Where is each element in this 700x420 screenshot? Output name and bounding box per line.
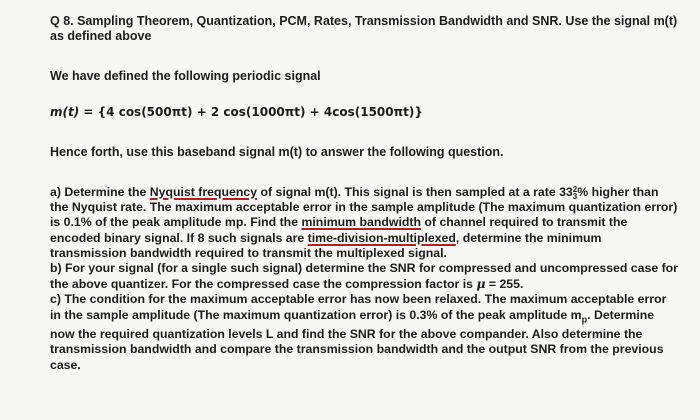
fraction-denominator: 3 [572,191,578,201]
part-b-value: = 255. [485,277,524,292]
part-b-text: b) For your signal (for a single such signal) determine the SNR for compressed and uncompressed case for the above quantizer. For the compressed case the compression factor is [50,261,678,292]
part-a-mid1: of signal m(t). This signal is then sampled at a rate 33 [257,185,573,199]
question-title: Q 8. Sampling Theorem, Quantization, PCM, Rates, Transmission Bandwidth and SNR. Use the signal m(t) as defined above [50,14,678,43]
part-c [50,292,680,372]
signal-lhs: m(t) [50,105,80,119]
part-a-intro: a) Determine the [50,185,150,199]
percent-sign: % [577,185,589,199]
part-a-mid3: of channel required to transmit the encoded binary signal. If 8 such signals are [50,215,628,245]
signal-equation [50,105,680,120]
hence-line: Hence forth, use this baseband signal m(t) to answer the following question. [50,145,504,159]
tdm-term: time-division-multiplexed [307,230,456,245]
signal-intro: We have defined the following periodic signal [50,69,321,83]
part-a [50,185,680,261]
minimum-bandwidth-term: minimum bandwidth [301,215,421,230]
signal-rhs: = {4 cos(500πt) + 2 cos(1000πt) + 4cos(1500πt)} [79,105,423,119]
mp-subscript: p [581,314,588,325]
nyquist-frequency-term: Nyquist frequency [149,185,258,199]
part-b [50,261,680,292]
part-c-text1: c) The condition for the maximum acceptable error has now been relaxed. The maximum acceptable error in the sample amplitude (The maximum quantization error) is 0.3% of the peak amplitude m [50,292,667,322]
fraction-numerator: 2 [572,184,578,194]
part-a-end: , determine the minimum transmission bandwidth required to transmit the multiplexed signal. [50,230,602,260]
part-a-mid2: higher than the Nyquist rate. The maximum acceptable error in the sample amplitude (The maximum quantization error) is 0.1% of the peak amplitude mp. Find the [50,185,678,230]
part-c-text2: . Determine now the required quantization levels L and find the SNR for the above compander. Also determine the transmission bandwidth and compare the transmission bandwidth and the output SNR from the previous case. [50,307,664,372]
mu-symbol: μ [476,276,486,292]
